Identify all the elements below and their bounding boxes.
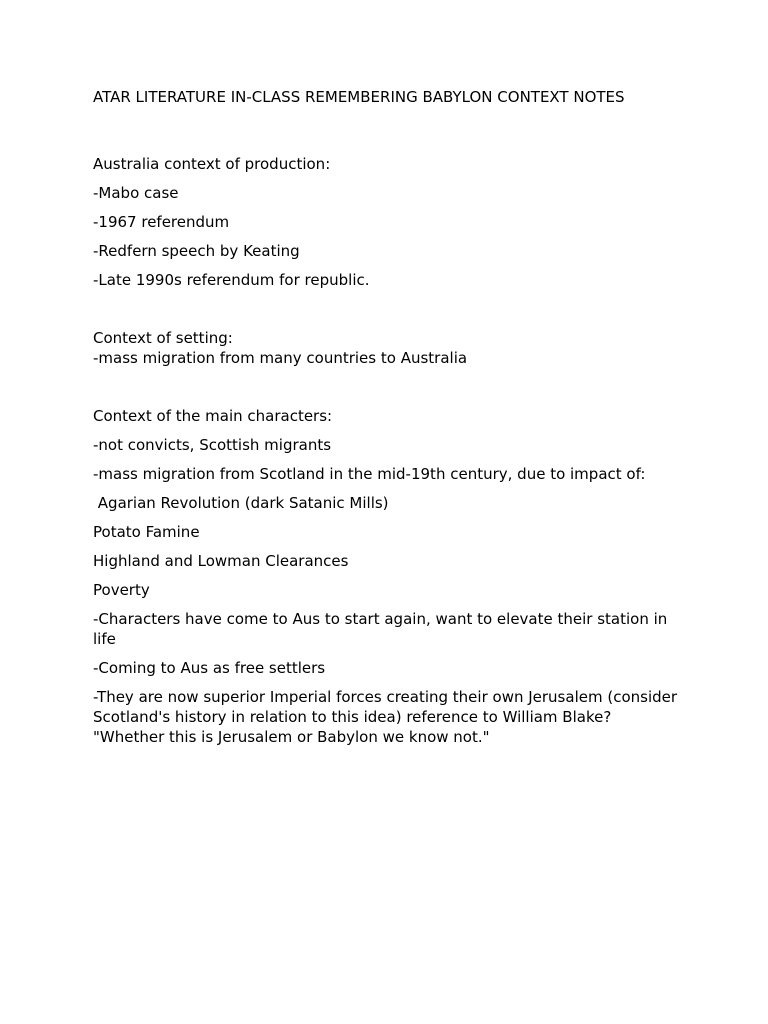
setting-heading: Context of setting:: [93, 329, 233, 347]
production-heading: Australia context of production:: [93, 155, 331, 173]
production-item: -Mabo case: [93, 184, 179, 202]
characters-item: Agarian Revolution (dark Satanic Mills): [93, 494, 389, 512]
characters-item: Highland and Lowman Clearances: [93, 552, 349, 570]
document-page: [93, 87, 682, 747]
characters-item: Potato Famine: [93, 523, 200, 541]
characters-item: -They are now superior Imperial forces creating their own Jerusalem (consider Scotland's history in relation to this idea) reference to William Blake? "Whether this is Jerusalem or Babylon we know not.": [93, 688, 682, 746]
characters-item: -not convicts, Scottish migrants: [93, 436, 332, 454]
production-item: -Late 1990s referendum for republic.: [93, 271, 370, 289]
setting-item: -mass migration from many countries to Australia: [93, 349, 468, 367]
production-item: -1967 referendum: [93, 213, 230, 231]
production-item: -Redfern speech by Keating: [93, 242, 300, 260]
characters-item: Poverty: [93, 581, 150, 599]
characters-heading: Context of the main characters:: [93, 407, 333, 425]
characters-item: -Coming to Aus as free settlers: [93, 659, 326, 677]
characters-item: -mass migration from Scotland in the mid-19th century, due to impact of:: [93, 465, 646, 483]
characters-item: -Characters have come to Aus to start again, want to elevate their station in life: [93, 610, 673, 648]
document-title: ATAR LITERATURE IN-CLASS REMEMBERING BABYLON CONTEXT NOTES: [93, 88, 625, 106]
